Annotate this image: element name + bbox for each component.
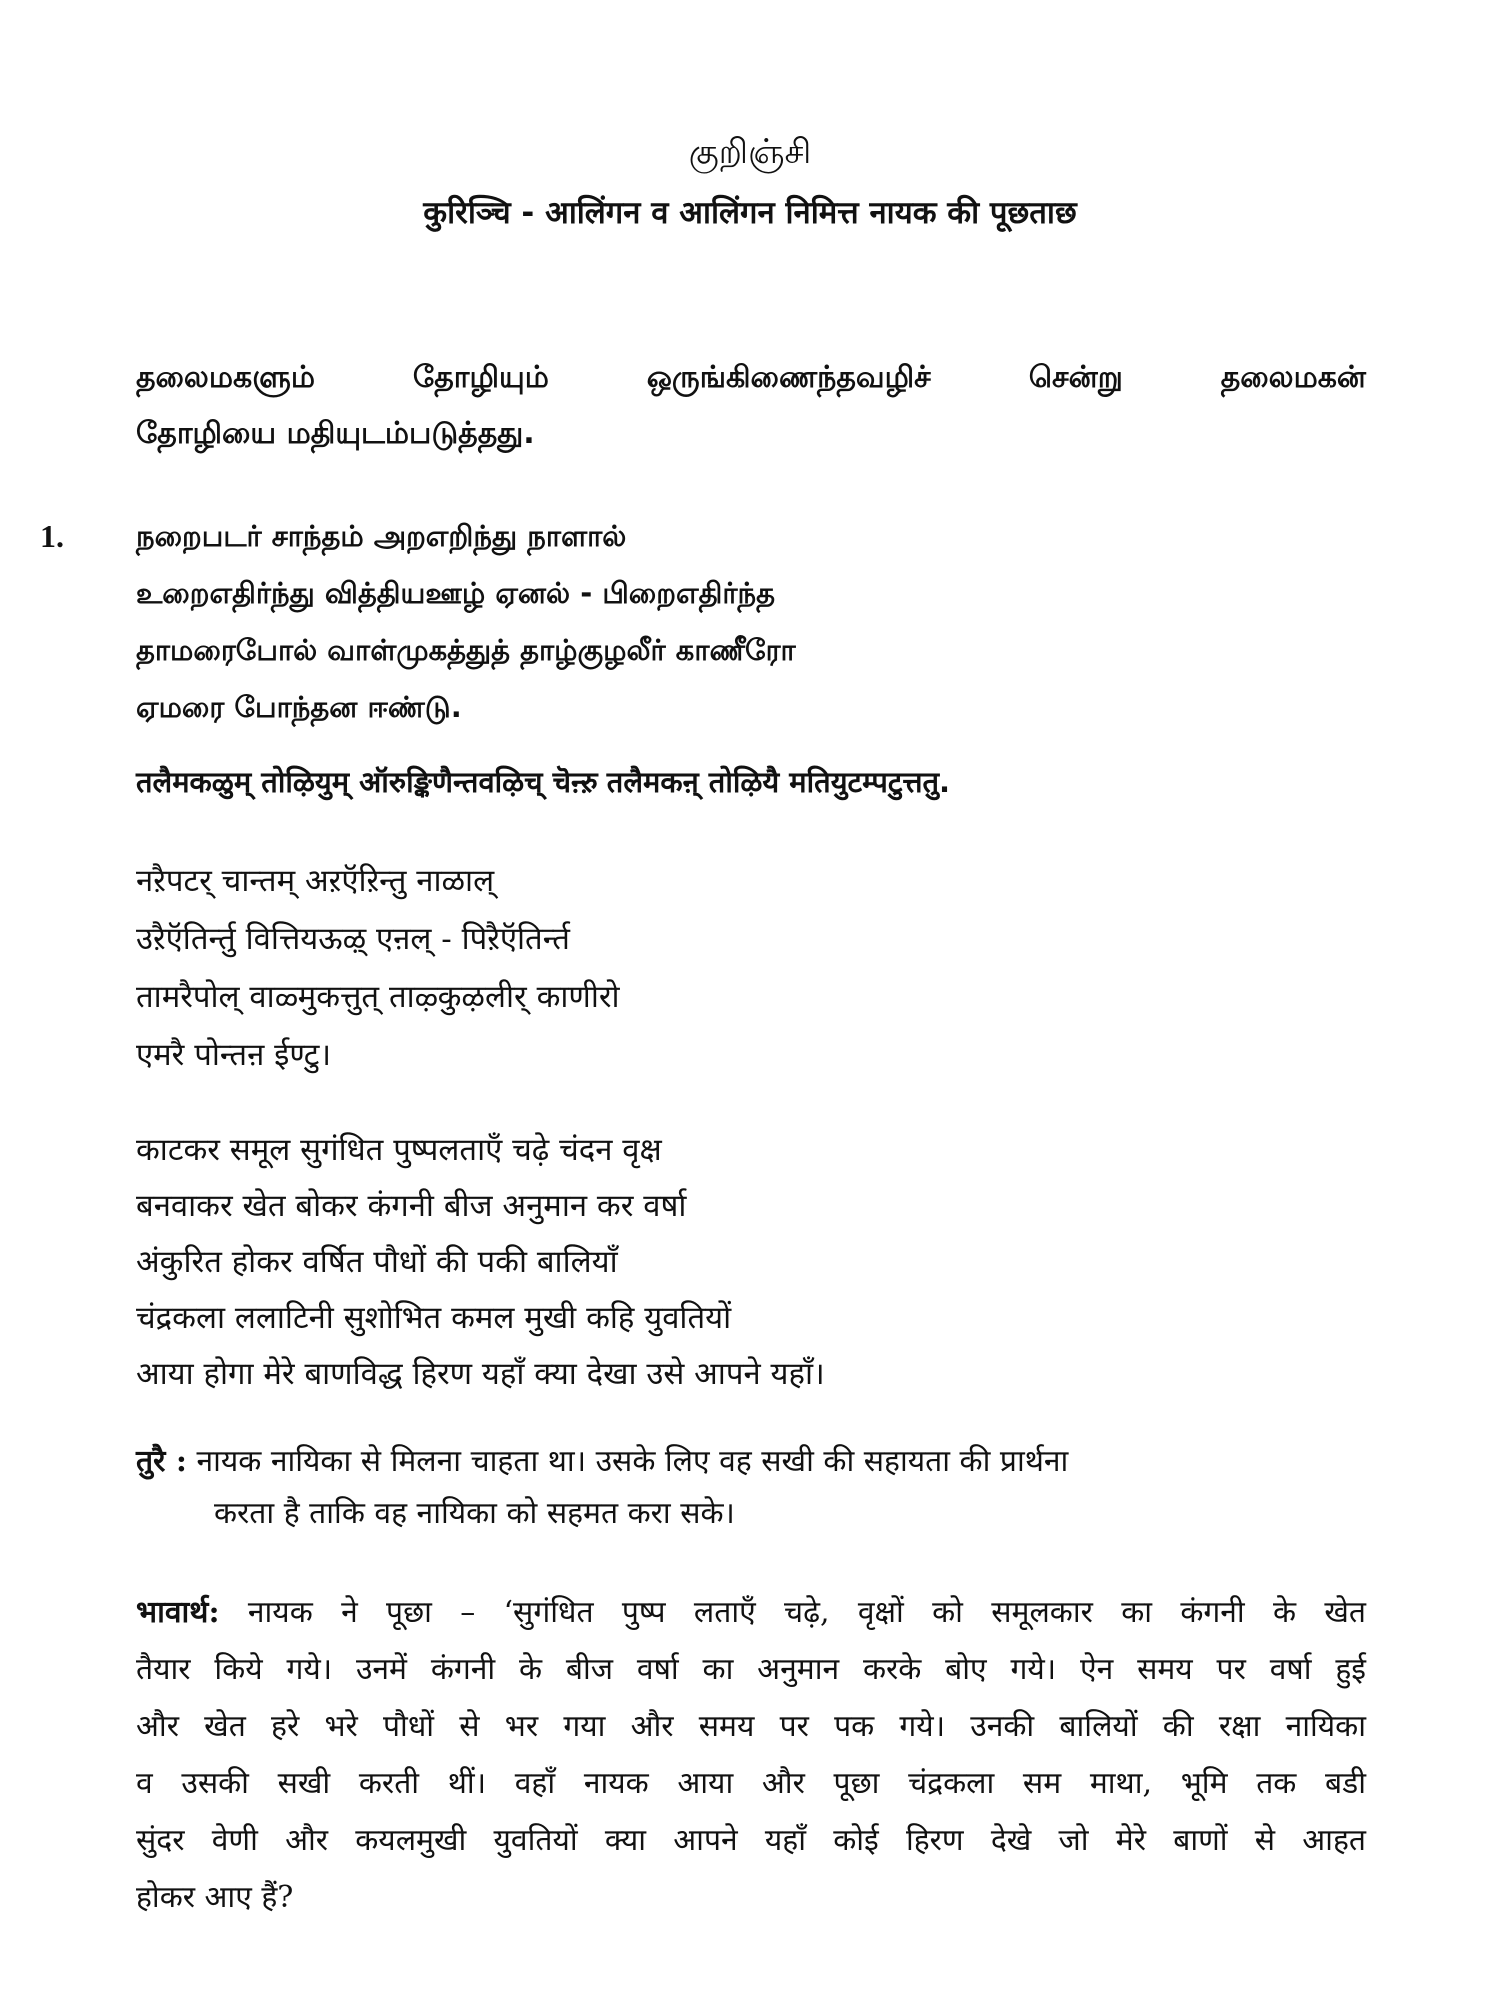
bhavarth-line-3: और खेत हरे भरे पौधों से भर गया और समय पर पक गये। उनकी बालियों की रक्षा नायिका bbox=[136, 1709, 1366, 1744]
verse-tamil-line-2: உறைஎதிர்ந்து வித்தியஊழ் ஏனல் - பிறைஎதிர்ந்த bbox=[136, 576, 775, 610]
verse-hindi-line-3: अंकुरित होकर वर्षित पौधों की पकी बालियाँ bbox=[136, 1244, 618, 1280]
verse-translit-line-3: तामरैपोल् वाळ्मुकत्तुत् ताऴ्कुऴलीर् काणीरो bbox=[136, 979, 620, 1015]
ture-line-2: करता है ताकि वह नायिका को सहमत करा सके। bbox=[214, 1496, 735, 1531]
ture-label: तुरै : bbox=[136, 1444, 187, 1479]
ture-note bbox=[136, 1436, 1366, 1540]
bhavarth-line-4: व उसकी सखी करती थीं। वहाँ नायक आया और पूछा चंद्रकला सम माथा, भूमि तक बडी bbox=[136, 1766, 1366, 1801]
verse-tamil-line-4: ஏமரை போந்தன ஈண்டு. bbox=[136, 690, 462, 724]
bhavarth-line-5: सुंदर वेणी और कयलमुखी युवतियों क्या आपने यहाँ कोई हिरण देखे जो मेरे बाणों से आहत bbox=[136, 1823, 1366, 1858]
verse-number: 1. bbox=[40, 518, 64, 554]
bhavarth-line-1: नायक ने पूछा – ‘सुगंधित पुष्प लताएँ चढ़े, वृक्षों को समूलकार का कंगनी के खेत bbox=[247, 1595, 1366, 1630]
verse-hindi-line-4: चंद्रकला ललाटिनी सुशोभित कमल मुखी कहि युवतियों bbox=[136, 1300, 732, 1336]
intro-tamil bbox=[136, 350, 1366, 462]
verse-translit-line-2: उऱैऍतिर्न्तु वित्तियऊऴ् एऩल् - पिऱैऍतिर्न्त bbox=[136, 921, 570, 957]
verse-hindi-line-1: काटकर समूल सुगंधित पुष्पलताएँ चढ़े चंदन वृक्ष bbox=[136, 1132, 662, 1168]
verse-hindi-line-2: बनवाकर खेत बोकर कंगनी बीज अनुमान कर वर्षा bbox=[136, 1188, 687, 1224]
bhavarth-label: भावार्थ: bbox=[136, 1595, 220, 1630]
intro-tamil-line-1: தலைமகளும் தோழியும் ஒருங்கிணைந்தவழிச் சென்று தலைமகன் bbox=[136, 360, 1366, 395]
verse-hindi-line-5: आया होगा मेरे बाणविद्ध हिरण यहाँ क्या देखा उसे आपने यहाँ। bbox=[136, 1356, 825, 1392]
verse-translit-line-4: एमरै पोन्तऩ ईण्टु। bbox=[136, 1037, 332, 1073]
bhavarth-line-2: तैयार किये गये। उनमें कंगनी के बीज वर्षा का अनुमान करके बोए गये। ऐन समय पर वर्षा हुई bbox=[136, 1652, 1366, 1687]
verse-tamil bbox=[136, 508, 1366, 736]
bhavarth-paragraph bbox=[136, 1584, 1366, 1926]
title-hindi: कुरिञ्चि - आलिंगन व आलिंगन निमित्त नायक की पूछताछ bbox=[423, 195, 1077, 231]
verse-translit-line-1: नऱैपटर् चान्तम् अऱऍऱिन्तु नाळाल् bbox=[136, 863, 495, 899]
verse-tamil-line-1: நறைபடர் சாந்தம் அறஎறிந்து நாளால் bbox=[136, 519, 627, 553]
ture-line-1: नायक नायिका से मिलना चाहता था। उसके लिए वह सखी की सहायता की प्रार्थना bbox=[196, 1444, 1069, 1479]
transliterated-heading: तलैमकळुम् तोऴियुम् ऑरुङ्किणैन्तवऴिच् चॆऩ्ऱु तलैमकऩ् तोऴियै मतियुटम्पटुत्ततु. bbox=[136, 765, 951, 799]
intro-tamil-line-2: தோழியை மதியுடம்படுத்தது. bbox=[136, 416, 535, 451]
verse-transliteration bbox=[136, 852, 1366, 1084]
verse-tamil-line-3: தாமரைபோல் வாள்முகத்துத் தாழ்குழலீர் காணீரோ bbox=[136, 633, 796, 667]
verse-hindi-translation bbox=[136, 1122, 1366, 1402]
title-tamil: குறிஞ்சி bbox=[688, 132, 812, 172]
bhavarth-line-6: होकर आए हैं? bbox=[136, 1880, 294, 1915]
